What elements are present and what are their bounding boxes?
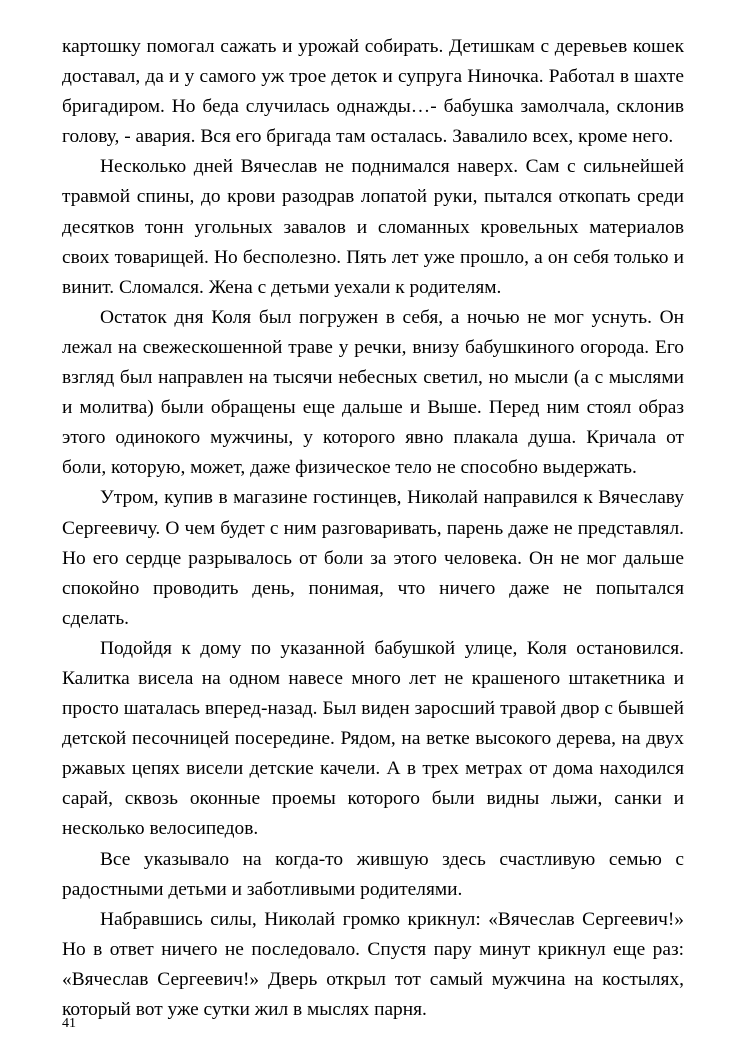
paragraph-3: Остаток дня Коля был погружен в себя, а ночью не мог уснуть. Он лежал на свежескошенной траве у речки, внизу бабушкиного огорода. Его взгляд был направлен на тысячи небесных светил, но мысли (а с мыслями и молитва) были обращены еще дальше и Выше. Перед ним стоял образ этого одинокого мужчины, у которого явно плакала душа. Кричала от боли, которую, может, даже физическое тело не способно выдержать. [62, 306, 684, 479]
paragraph-4: Утром, купив в магазине гостинцев, Николай направился к Вячеславу Сергеевичу. О чем будет с ним разговаривать, парень даже не представлял. Но его сердце разрывалось от боли за этого человека. Он не мог дальше спокойно проводить день, понимая, что ничего даже не попытался сделать. [62, 487, 684, 629]
body-text-column [62, 32, 684, 1025]
paragraph-6: Все указывало на когда-то жившую здесь счастливую семью с радостными детьми и заботливыми родителями. [62, 848, 684, 900]
paragraph-2: Несколько дней Вячеслав не поднимался наверх. Сам с сильнейшей травмой спины, до крови разодрав лопатой руки, пытался откопать среди десятков тонн угольных завалов и сломанных кровельных материалов своих товарищей. Но бесполезно. Пять лет уже прошло, а он себя только и винит. Сломался. Жена с детьми уехали к родителям. [62, 156, 684, 298]
paragraph-7: Набравшись силы, Николай громко крикнул: «Вячеслав Сергеевич!» Но в ответ ничего не последовало. Спустя пару минут крикнул еще раз: «Вячеслав Сергеевич!» Дверь открыл тот самый мужчина на костылях, который вот уже сутки жил в мыслях парня. [62, 908, 684, 1020]
paragraph-1: картошку помогал сажать и урожай собирать. Детишкам с деревьев кошек доставал, да и у самого уж трое деток и супруга Ниночка. Работал в шахте бригадиром. Но беда случилась однажды…- бабушка замолчала, склонив голову, - авария. Вся его бригада там осталась. Завалило всех, кроме него. [62, 36, 684, 148]
paragraph-5: Подойдя к дому по указанной бабушкой улице, Коля остановился. Калитка висела на одном навесе много лет не крашеного штакетника и просто шаталась вперед-назад. Был виден заросший травой двор с бывшей детской песочницей посередине. Рядом, на ветке высокого дерева, на двух ржавых цепях висели детские качели. А в трех метрах от дома находился сарай, сквозь оконные проемы которого были видны лыжи, санки и несколько велосипедов. [62, 637, 684, 840]
page-number: 41 [62, 1016, 76, 1031]
